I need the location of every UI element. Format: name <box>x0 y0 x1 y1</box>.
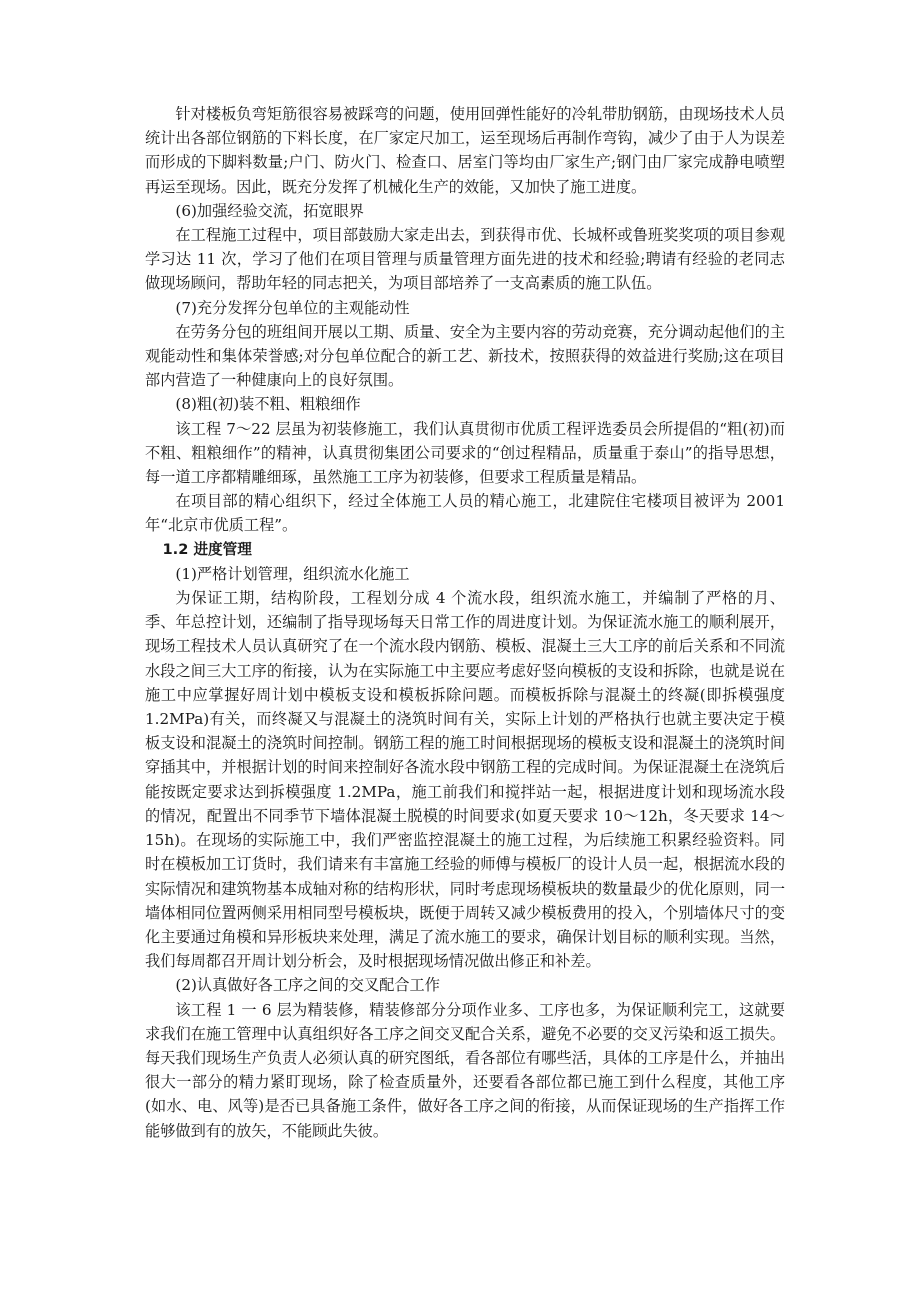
subheading: (2)认真做好各工序之间的交叉配合工作 <box>175 976 440 995</box>
subheading: (7)充分发挥分包单位的主观能动性 <box>175 298 410 317</box>
paragraph: 该工程 1 一 6 层为精装修，精装修部分分项作业多、工序也多，为保证顺利完工，这就要求我们在施工管理中认真组织好各工序之间交叉配合关系，避免不必要的交叉污染和返工损失。每天我们现场生产负责人必须认真的研究图纸，看各部位有哪些活，具体的工序是什么，并抽出很大一部分的精力紧盯现场，除了检查质量外，还要看各部位都已施工到什么程度，其他工序(如水、电、风等)是否已具备施工条件，做好各工序之间的衔接，从而保证现场的生产指挥工作能够做到有的放矢，不能顾此失彼。 <box>145 1000 785 1140</box>
subheading: (8)粗(初)装不粗、粗粮细作 <box>175 395 361 414</box>
paragraph: 在工程施工过程中，项目部鼓励大家走出去，到获得市优、长城杯或鲁班奖奖项的项目参观学习达 11 次，学习了他们在项目管理与质量管理方面先进的技术和经验;聘请有经验的老同志做现场顾问，帮助年轻的同志把关，为项目部培养了一支高素质的施工队伍。 <box>145 226 785 293</box>
paragraph: 针对楼板负弯矩筋很容易被踩弯的问题，使用回弹性能好的冷轧带肋钢筋，由现场技术人员统计出各部位钢筋的下料长度，在厂家定尺加工，运至现场后再制作弯钩，减少了由于人为误差而形成的下脚料数量;户门、防火门、检查口、居室门等均由厂家生产;钢门由厂家完成静电喷塑再运至现场。因此，既充分发挥了机械化生产的效能，又加快了施工进度。 <box>145 105 785 196</box>
document-body <box>145 102 785 1143</box>
paragraph: 在项目部的精心组织下，经过全体施工人员的精心施工，北建院住宅楼项目被评为 2001 年“北京市优质工程”。 <box>145 492 785 535</box>
paragraph: 该工程 7～22 层虽为初装修施工，我们认真贯彻市优质工程评选委员会所提倡的“粗(初)而不粗、粗粮细作”的精神，认真贯彻集团公司要求的“创过程精品，质量重于泰山”的指导思想，每一道工序都精雕细琢，虽然施工工序为初装修，但要求工程质量是精品。 <box>145 419 785 487</box>
subheading: (1)严格计划管理，组织流水化施工 <box>175 564 410 583</box>
paragraph: 在劳务分包的班组间开展以工期、质量、安全为主要内容的劳动竞赛，充分调动起他们的主观能动性和集体荣誉感;对分包单位配合的新工艺、新技术，按照获得的效益进行奖励;这在项目部内营造了一种健康向上的良好氛围。 <box>145 322 785 390</box>
section-heading: 1.2 进度管理 <box>162 540 252 558</box>
paragraph: 为保证工期，结构阶段，工程划分成 4 个流水段，组织流水施工，并编制了严格的月、季、年总控计划，还编制了指导现场每天日常工作的周进度计划。为保证流水施工的顺利展开，现场工程技术人员认真研究了在一个流水段内钢筋、模板、混凝土三大工序的前后关系和不同流水段之间三大工序的衔接，认为在实际施工中主要应考虑好竖向模板的支设和拆除，也就是说在施工中应掌握好周计划中模板支设和模板拆除问题。而模板拆除与混凝土的终凝(即拆模强度 1.2MPa)有关，而终凝又与混凝土的浇筑时间有关，实际上计划的严格执行也就主要决定于模板支设和混凝土的浇筑时间控制。钢筋工程的施工时间根据现场的模板支设和混凝土的浇筑时间穿插其中，并根据计划的时间来控制好各流水段中钢筋工程的完成时间。为保证混凝土在浇筑后能按既定要求达到拆模强度 1.2MPa，施工前我们和搅拌站一起，根据进度计划和现场流水段的情况，配置出不同季节下墙体混凝土脱模的时间要求(如夏天要求 10～12h，冬天要求 14～15h)。在现场的实际施工中，我们严密监控混凝土的施工过程，为后续施工积累经验资料。同时在模板加工订货时，我们请来有丰富施工经验的师傅与模板厂的设计人员一起，根据流水段的实际情况和建筑物基本成轴对称的结构形状，同时考虑现场模板块的数量最少的优化原则，同一墙体相同位置两侧采用相同型号模板块，既便于周转又减少模板费用的投入，个别墙体尺寸的变化主要通过角模和异形板块来处理，满足了流水施工的要求，确保计划目标的顺利实现。当然，我们每周都召开周计划分析会，及时根据现场情况做出修正和补差。 <box>145 589 785 971</box>
subheading: (6)加强经验交流，拓宽眼界 <box>175 201 364 220</box>
